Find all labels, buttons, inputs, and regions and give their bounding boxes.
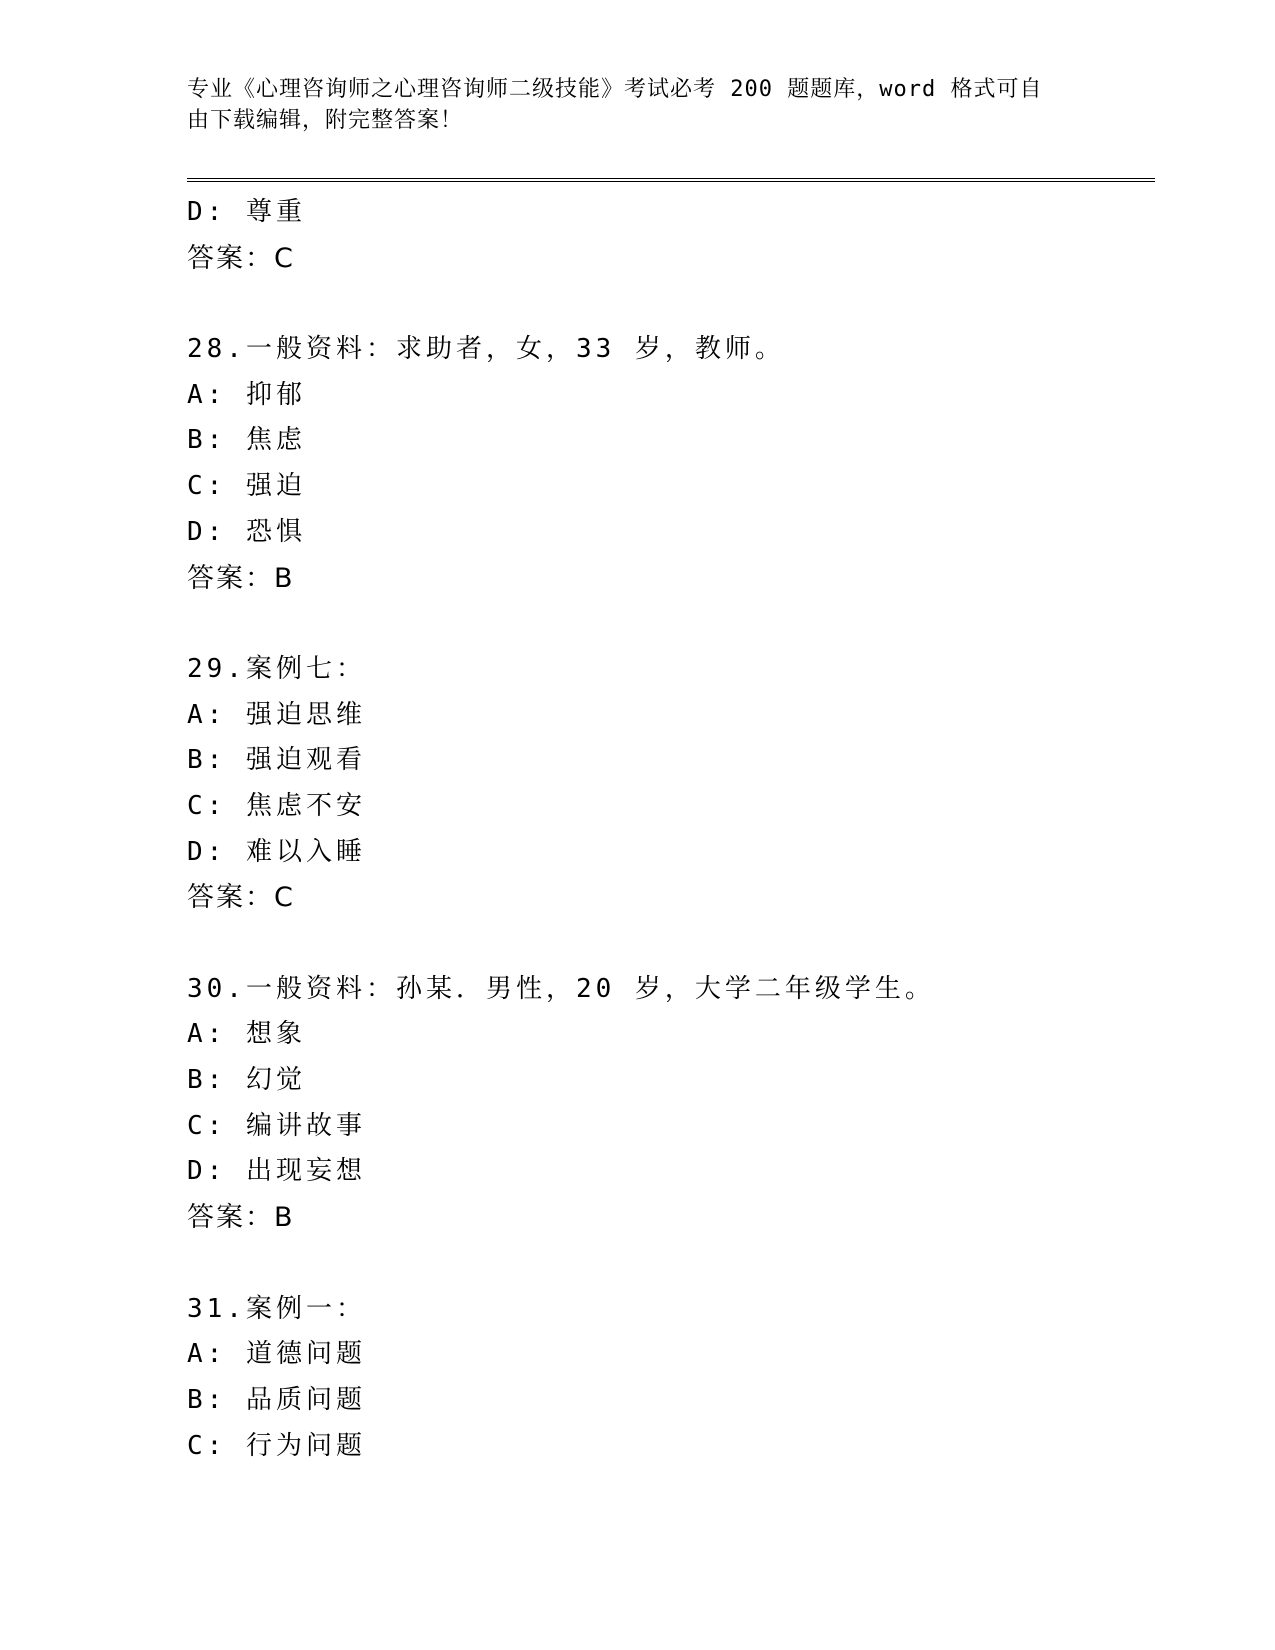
option-c: C: 焦虑不安 bbox=[187, 790, 366, 821]
option-b: B: 幻觉 bbox=[187, 1065, 306, 1096]
spacer bbox=[187, 921, 1147, 967]
spacer bbox=[187, 281, 1147, 327]
option-a: A: 强迫思维 bbox=[187, 699, 366, 730]
option-c: C: 行为问题 bbox=[187, 1430, 366, 1461]
answer: 答案：C bbox=[187, 882, 295, 914]
answer: 答案：B bbox=[187, 562, 295, 594]
page-header bbox=[187, 74, 1087, 136]
option-d: D: 难以入睡 bbox=[187, 836, 366, 867]
question-title: 29.案例七： bbox=[187, 653, 366, 684]
question-list bbox=[187, 190, 1147, 1469]
question-title: 28.一般资料：求助者，女，33 岁，教师。 bbox=[187, 334, 785, 365]
option-b: B: 品质问题 bbox=[187, 1384, 366, 1415]
spacer bbox=[187, 601, 1147, 647]
option-d: D: 恐惧 bbox=[187, 516, 306, 547]
option-a: A: 想象 bbox=[187, 1019, 306, 1050]
question-title: 30.一般资料：孙某．男性，20 岁，大学二年级学生。 bbox=[187, 973, 935, 1004]
option-b: B: 焦虑 bbox=[187, 425, 306, 456]
prev-option-d: D: 尊重 bbox=[187, 197, 306, 227]
option-a: A: 抑郁 bbox=[187, 379, 306, 410]
option-c: C: 强迫 bbox=[187, 471, 306, 502]
question-29 bbox=[187, 647, 1147, 921]
question-30 bbox=[187, 967, 1147, 1241]
header-line-1: 专业《心理咨询师之心理咨询师二级技能》考试必考 200 题题库，word 格式可自 bbox=[187, 77, 1043, 102]
answer: 答案：B bbox=[187, 1202, 295, 1234]
question-31 bbox=[187, 1287, 1147, 1470]
header-line-2: 由下载编辑，附完整答案！ bbox=[187, 108, 464, 133]
option-c: C: 编讲故事 bbox=[187, 1110, 366, 1141]
question-28 bbox=[187, 327, 1147, 601]
option-a: A: 道德问题 bbox=[187, 1339, 366, 1370]
spacer bbox=[187, 1241, 1147, 1287]
option-b: B: 强迫观看 bbox=[187, 745, 366, 776]
option-d: D: 出现妄想 bbox=[187, 1156, 366, 1187]
header-divider bbox=[187, 178, 1155, 182]
question-title: 31.案例一： bbox=[187, 1293, 366, 1324]
prev-answer: 答案：C bbox=[187, 242, 295, 274]
